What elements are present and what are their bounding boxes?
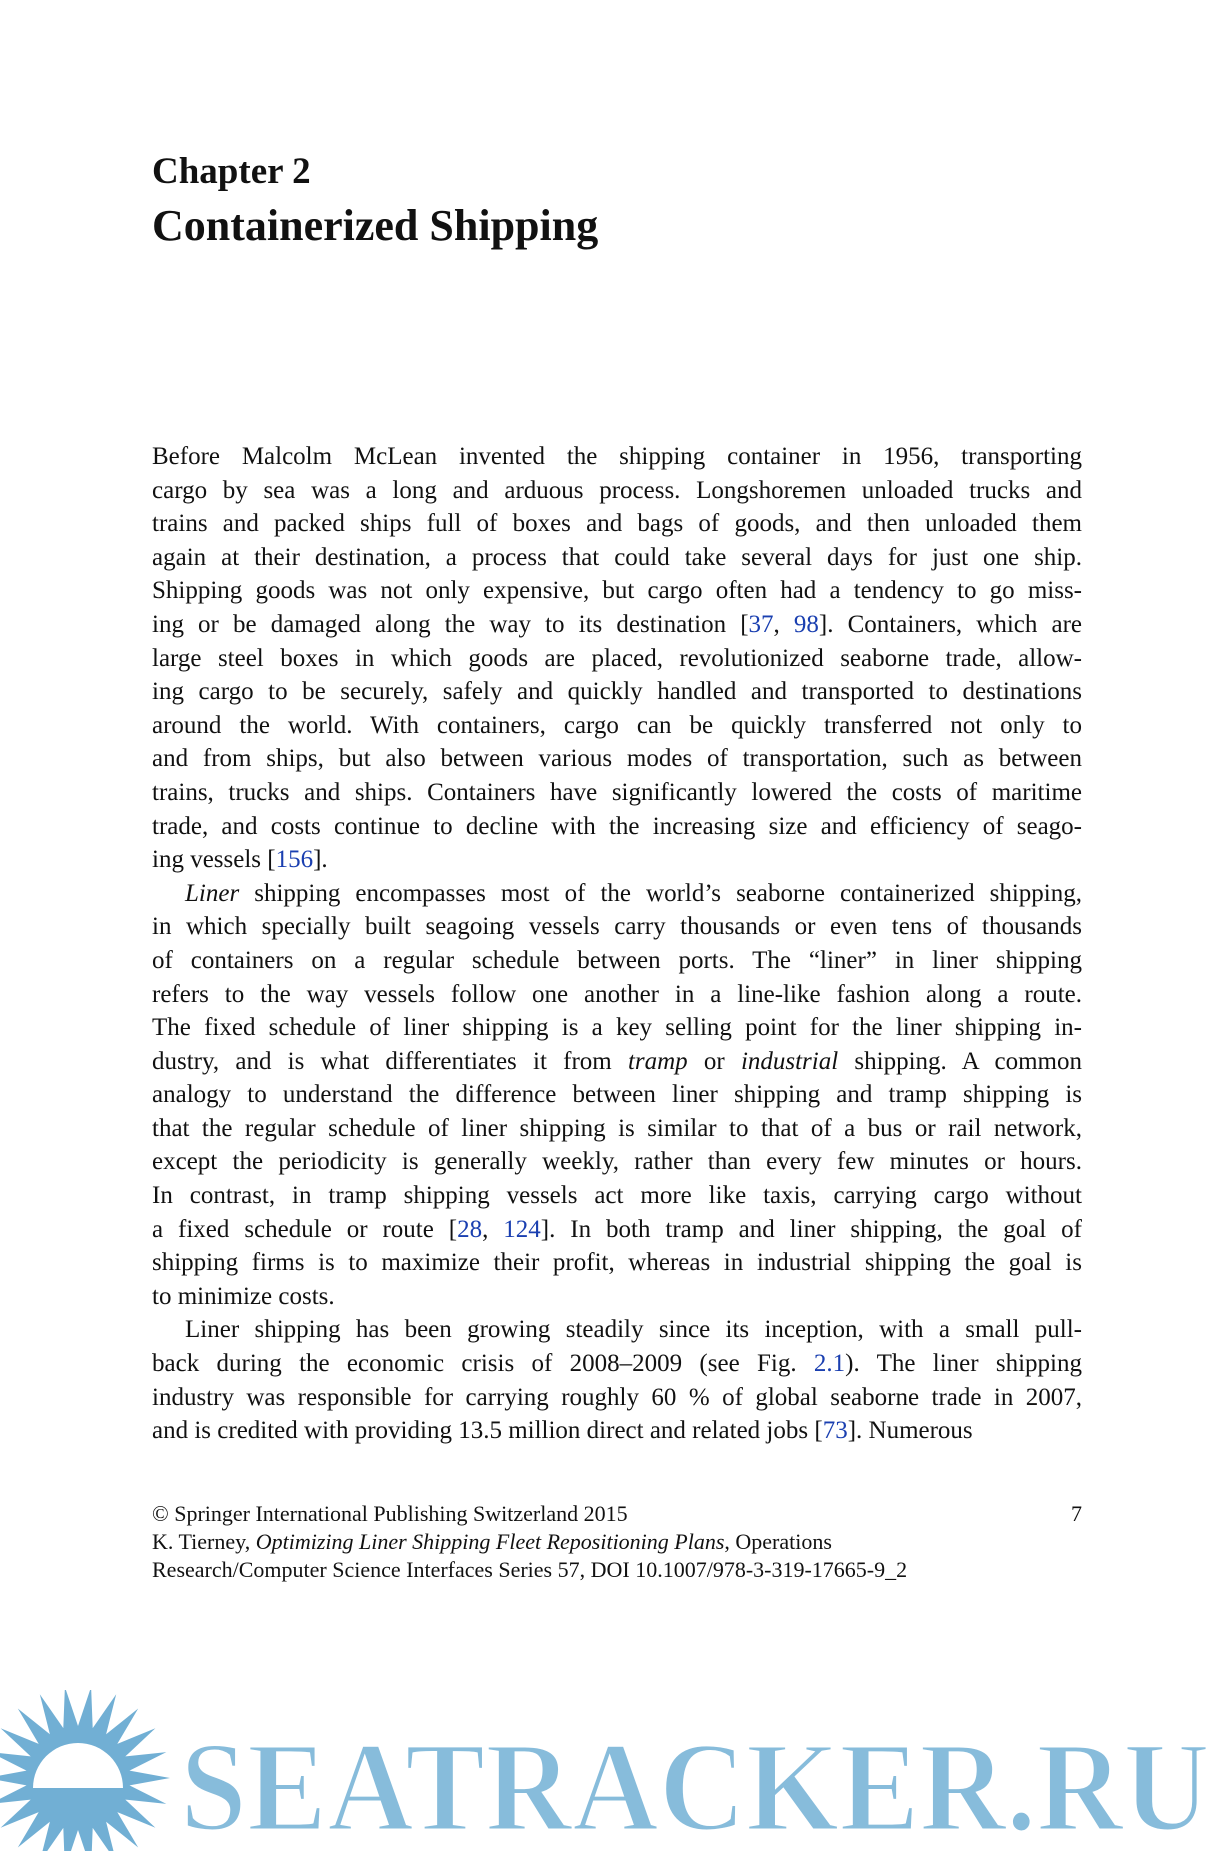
text-span: ). The liner shipping: [845, 1350, 1082, 1378]
text-line: [152, 675, 1082, 709]
citation-link[interactable]: 98: [793, 610, 819, 638]
citation-link[interactable]: 28: [457, 1215, 483, 1243]
watermark-text: SEATRACKER.RU: [180, 1716, 1210, 1851]
text-span: ing vessels [: [152, 846, 276, 874]
footer: [152, 1500, 1082, 1584]
page-number: 7: [1071, 1501, 1082, 1526]
text-line: [152, 1280, 1082, 1314]
text-span: to minimize costs.: [152, 1282, 335, 1310]
author: K. Tierney,: [152, 1529, 256, 1554]
text-span: Liner shipping has been growing steadily since its inception, with a small pull-: [185, 1316, 1082, 1344]
text-line: [152, 1347, 1082, 1381]
text-span: Before Malcolm McLean invented the shipping container in 1956, transporting: [152, 443, 1082, 470]
text-span: trains and packed ships full of boxes and bags of goods, and then unloaded them: [152, 510, 1082, 538]
text-span: ]. Containers, which are: [818, 610, 1083, 638]
emphasis: Liner: [185, 879, 240, 907]
text-span: ]. Numerous: [847, 1417, 973, 1445]
text-line: [152, 776, 1082, 810]
text-line: [152, 944, 1082, 978]
text-span: of containers on a regular schedule between ports. The “liner” in liner shipping: [152, 946, 1082, 974]
text-span: a fixed schedule or route [: [152, 1215, 458, 1243]
watermark: [0, 1690, 1221, 1851]
text-span: that the regular schedule of liner shipping is similar to that of a bus or rail network,: [152, 1114, 1082, 1142]
text-line: [152, 843, 1082, 877]
text-span: ,: [773, 610, 794, 638]
text-span: again at their destination, a process that could take several days for just one ship.: [152, 543, 1082, 571]
text-span: ,: [482, 1215, 504, 1243]
text-span: trains, trucks and ships. Containers have significantly lowered the costs of maritime: [152, 778, 1082, 806]
text-line: [152, 574, 1082, 608]
text-span: ing cargo to be securely, safely and quickly handled and transported to destinations: [152, 678, 1082, 706]
text-span: The fixed schedule of liner shipping is a key selling point for the liner shipping in-: [152, 1014, 1082, 1042]
text-line: [152, 978, 1082, 1012]
text-line: [152, 910, 1082, 944]
text-span: except the periodicity is generally weekly, rather than every few minutes or hours.: [152, 1148, 1082, 1176]
text-span: and is credited with providing 13.5 million direct and related jobs [: [152, 1417, 823, 1445]
text-span: in which specially built seagoing vessels carry thousands or even tens of thousands: [152, 913, 1082, 941]
text-line: [152, 507, 1082, 541]
citation-line: [152, 1528, 1082, 1556]
text-line: [152, 1179, 1082, 1213]
text-line: [152, 1045, 1082, 1079]
text-line: [152, 474, 1082, 508]
text-line: [152, 877, 1082, 911]
text-span: shipping encompasses most of the world’s seaborne containerized shipping,: [239, 879, 1082, 907]
body-text: [152, 440, 1082, 1448]
text-span: ].: [313, 846, 328, 874]
text-span: large steel boxes in which goods are placed, revolutionized seaborne trade, allow-: [152, 644, 1082, 672]
text-line: [152, 1145, 1082, 1179]
text-line: [152, 709, 1082, 743]
text-span: and from ships, but also between various modes of transportation, such as between: [152, 745, 1082, 773]
text-line: [152, 642, 1082, 676]
text-span: In contrast, in tramp shipping vessels act more like taxis, carrying cargo without: [152, 1182, 1082, 1210]
sun-logo-icon: [0, 1690, 170, 1851]
text-line: [152, 742, 1082, 776]
chapter-title: Containerized Shipping: [152, 201, 599, 250]
text-span: ]. In both tramp and liner shipping, the goal of: [540, 1215, 1082, 1243]
text-span: dustry, and is what differentiates it from: [152, 1047, 628, 1075]
text-span: trade, and costs continue to decline with the increasing size and efficiency of seago-: [152, 812, 1082, 840]
text-line: [152, 1414, 1082, 1448]
text-span: shipping firms is to maximize their profit, whereas in industrial shipping the goal is: [152, 1249, 1082, 1277]
citation-link[interactable]: 2.1: [813, 1350, 846, 1378]
text-span: back during the economic crisis of 2008–2009 (see Fig.: [152, 1350, 814, 1378]
text-line: [152, 810, 1082, 844]
emphasis: tramp: [627, 1047, 688, 1075]
text-line: [152, 1011, 1082, 1045]
text-span: around the world. With containers, cargo can be quickly transferred not only to: [152, 711, 1082, 739]
series: , Operations: [724, 1529, 832, 1554]
text-span: cargo by sea was a long and arduous process. Longshoremen unloaded trucks and: [152, 476, 1082, 504]
text-line: [152, 1112, 1082, 1146]
doi-line: Research/Computer Science Interfaces Series 57, DOI 10.1007/978-3-319-17665-9_2: [152, 1557, 908, 1582]
emphasis: industrial: [740, 1047, 839, 1075]
text-span: analogy to understand the difference between liner shipping and tramp shipping is: [152, 1081, 1082, 1109]
text-span: ing or be damaged along the way to its destination [: [152, 610, 749, 638]
text-line: [152, 1213, 1082, 1247]
text-line: [152, 1078, 1082, 1112]
citation-link[interactable]: 124: [503, 1215, 541, 1243]
text-line: [152, 541, 1082, 575]
text-line: [152, 1381, 1082, 1415]
text-span: or: [687, 1047, 741, 1075]
text-line: [152, 440, 1082, 474]
citation-link[interactable]: 37: [748, 610, 774, 638]
text-span: industry was responsible for carrying roughly 60 % of global seaborne trade in 2007,: [152, 1383, 1082, 1411]
text-span: refers to the way vessels follow one another in a line-like fashion along a route.: [152, 980, 1082, 1008]
book-title: Optimizing Liner Shipping Fleet Repositioning Plans: [255, 1529, 725, 1554]
text-span: Shipping goods was not only expensive, but cargo often had a tendency to go miss-: [152, 577, 1082, 605]
text-line: [152, 1313, 1082, 1347]
chapter-number: Chapter 2: [152, 151, 311, 192]
text-line: [152, 608, 1082, 642]
text-span: shipping. A common: [838, 1047, 1082, 1075]
citation-link[interactable]: 156: [275, 846, 314, 874]
citation-link[interactable]: 73: [822, 1417, 848, 1445]
text-line: [152, 1246, 1082, 1280]
copyright-line: © Springer International Publishing Switzerland 2015: [152, 1501, 628, 1526]
